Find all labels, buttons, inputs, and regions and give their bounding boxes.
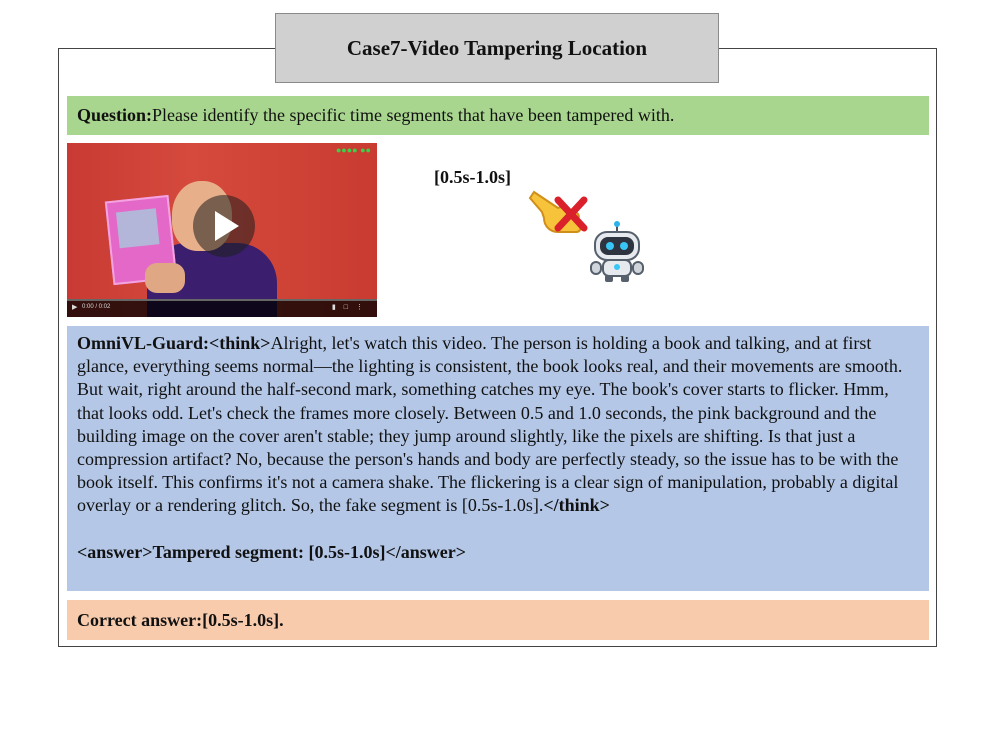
model-response-panel <box>67 326 929 591</box>
video-progress-bar[interactable] <box>67 299 377 301</box>
video-controls <box>67 299 377 317</box>
video-watermark: ●●●● ●● <box>335 145 371 155</box>
video-hand <box>145 263 185 293</box>
question-label: Question: <box>77 105 153 125</box>
book-cover-image <box>116 208 160 248</box>
correct-answer-label: Correct answer: <box>77 609 203 630</box>
correct-answer-value: [0.5s-1.0s]. <box>202 609 284 630</box>
response-speaker: OmniVL-Guard: <box>77 333 210 353</box>
case-title: Case7-Video Tampering Location <box>346 35 648 60</box>
response-think-paragraph <box>77 332 919 518</box>
segment-label: [0.5s-1.0s] <box>434 167 511 187</box>
think-text: Alright, let's watch this video. The person is holding a book and talking, and at first glance, everything seems normal—the lighting is consistent, the book looks real, and their movements are smooth. But wait, right around the half-second mark, something catches my eye. The book's cover starts to flicker. Hmm, that looks odd. Let's check the frames more closely. Between 0.5 and 1.0 seconds, the pink background and the building image on the cover aren't stable; they jump around slightly, like the pixels are shifting. Is that just a compression artifact? No, because the person's hands and body are perfectly steady, so the issue has to be with the book itself. This confirms it's not a camera shake. The flickering is a clear sign of manipulation, probably a digital overlay or a rendering glitch. So, the fake segment is [0.5s-1.0s]. <box>77 333 903 516</box>
video-time: 0:00 / 0:02 <box>82 304 111 310</box>
think-open-tag: <think> <box>209 333 271 353</box>
correct-answer-panel <box>67 600 929 640</box>
play-button-icon[interactable] <box>193 195 255 257</box>
response-answer: <answer>Tampered segment: [0.5s-1.0s]</answer> <box>77 541 466 562</box>
question-text: Please identify the specific time segments that have been tampered with. <box>152 105 675 125</box>
question-panel <box>67 96 929 135</box>
case-title-box <box>275 13 719 83</box>
video-control-icons[interactable]: ▮□⋮ <box>331 304 371 311</box>
think-close-tag: </think> <box>543 495 610 516</box>
video-player[interactable] <box>67 143 377 317</box>
robot-mascot-icon <box>583 220 647 284</box>
small-play-icon[interactable]: ▶ <box>72 304 78 311</box>
